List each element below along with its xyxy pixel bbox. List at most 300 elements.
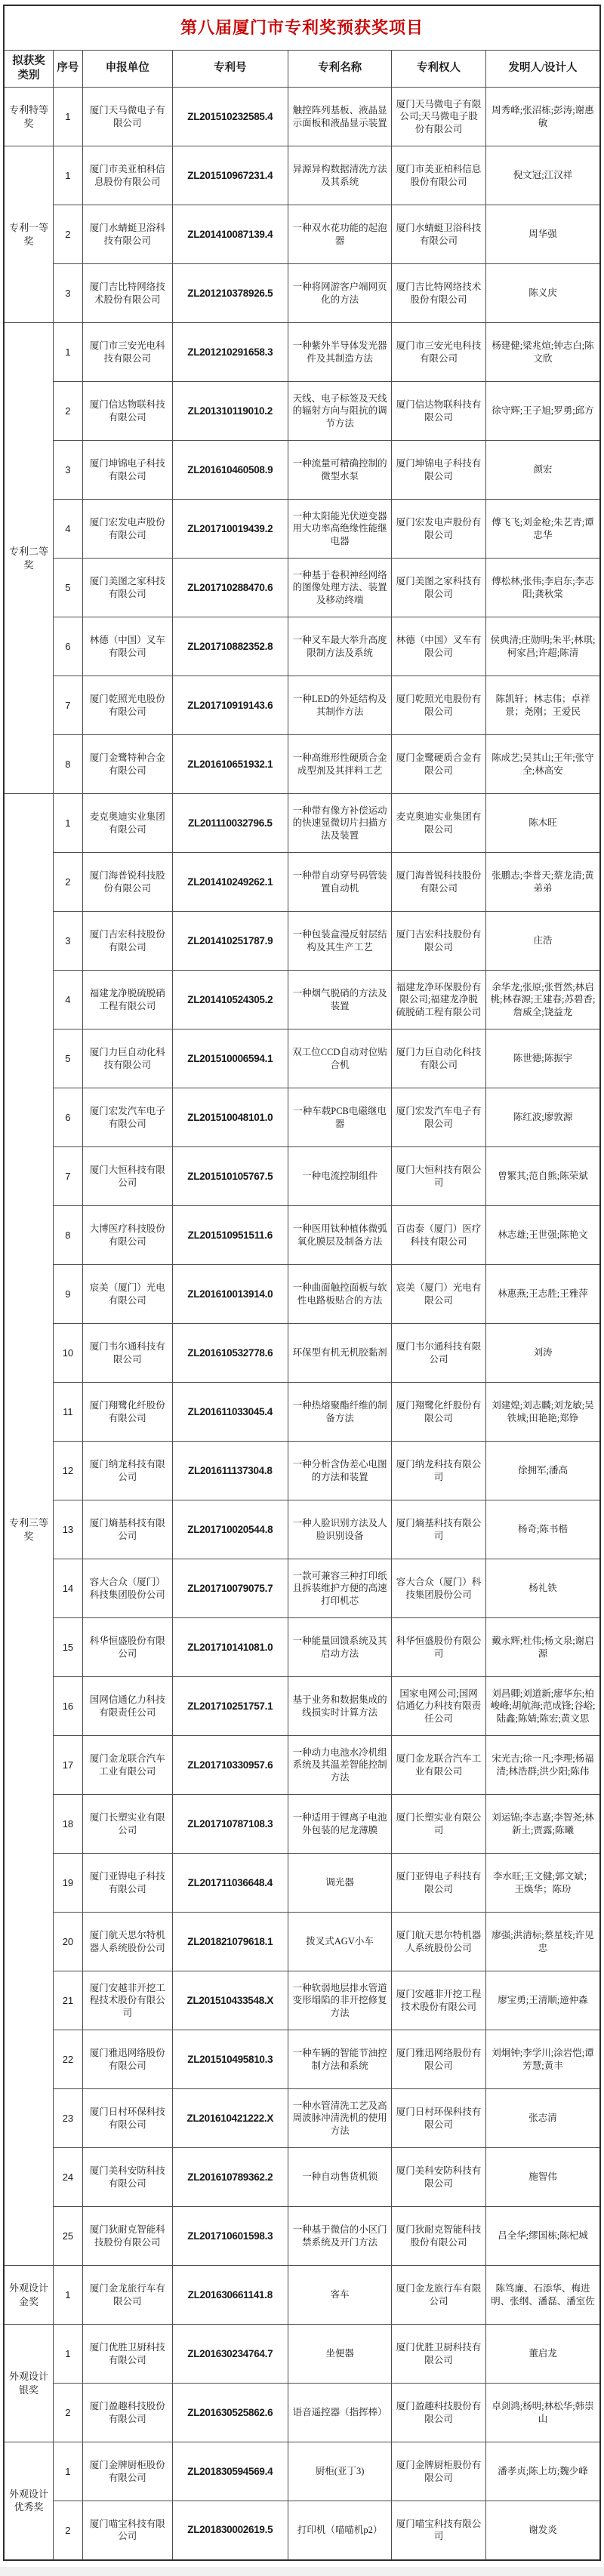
- inventors-cell: 张鹏志;李普天;蔡龙清;黄弟弟: [485, 853, 600, 912]
- table-row: [4, 735, 600, 794]
- column-header-applicant: 申报单位: [82, 51, 172, 88]
- applicant-cell: 厦门市美亚柏科信息股份有限公司: [82, 146, 172, 205]
- serial-cell: 3: [53, 912, 82, 971]
- inventors-cell: 刘建煌;刘志麟;刘龙敏;吴铁城;田艳艳;郑铮: [485, 1383, 600, 1442]
- serial-cell: 5: [53, 559, 82, 617]
- patent-number-cell: ZL201710919143.6: [172, 676, 288, 735]
- patentee-cell: 福建龙净环保股份有限公司;福建龙净脱硫脱硝工程有限公司: [392, 971, 486, 1029]
- patent-number-cell: ZL201610421222.X: [172, 2089, 288, 2148]
- patentee-cell: 厦门大恒科技有限公司: [392, 1147, 486, 1206]
- table-row: [4, 1088, 600, 1147]
- inventors-cell: 廖强;洪清标;蔡星枝;许见忠: [485, 1913, 600, 1971]
- patent-name-cell: 一种适用于锂离子电池外包装的尼龙薄膜: [288, 1795, 392, 1854]
- table-row: [4, 1559, 600, 1618]
- inventors-cell: 庄浩: [485, 912, 600, 971]
- inventors-cell: 廖宝勇;王清顺;遆仲森: [485, 1971, 600, 2030]
- table-row: [4, 382, 600, 441]
- table-row: [4, 1383, 600, 1442]
- inventors-cell: 徐拥军;潘高: [485, 1442, 600, 1500]
- patent-name-cell: 一种高维形性硬质合金成型剂及其拌料工艺: [288, 735, 392, 794]
- patent-number-cell: ZL201510048101.0: [172, 1088, 288, 1147]
- patent-name-cell: 一种车辆的智能节油控制方法和系统: [288, 2030, 392, 2089]
- applicant-cell: 厦门美图之家科技有限公司: [82, 559, 172, 617]
- patent-name-cell: 一种双水花功能的起泡器: [288, 205, 392, 264]
- table-row: [4, 1147, 600, 1206]
- table-row: [4, 1795, 600, 1854]
- title-row: [4, 5, 600, 51]
- patent-name-cell: 一种动力电池水冷机组系统及其温差智能控制方法: [288, 1736, 392, 1795]
- patent-number-cell: ZL201410251787.9: [172, 912, 288, 971]
- serial-cell: 22: [53, 2030, 82, 2089]
- patentee-cell: 厦门熵基科技有限公司: [392, 1500, 486, 1559]
- patent-name-cell: 异源异构数据清洗方法及其系统: [288, 146, 392, 205]
- award-table-body: [4, 88, 600, 2560]
- table-row: [4, 1206, 600, 1265]
- table-row: [4, 1677, 600, 1736]
- serial-cell: 4: [53, 500, 82, 559]
- table-row: [4, 1618, 600, 1677]
- patent-number-cell: ZL201510495810.3: [172, 2030, 288, 2089]
- inventors-cell: 陈凯轩；林志伟；卓祥景；尧刚；王爱民: [485, 676, 600, 735]
- serial-cell: 2: [53, 2501, 82, 2560]
- table-row: [4, 323, 600, 382]
- serial-cell: 1: [53, 146, 82, 205]
- patent-number-cell: ZL201510433548.X: [172, 1971, 288, 2030]
- serial-cell: 23: [53, 2089, 82, 2148]
- patent-name-cell: 一种带自动穿号码管装置自动机: [288, 853, 392, 912]
- serial-cell: 8: [53, 1206, 82, 1265]
- table-row: [4, 1324, 600, 1383]
- patentee-cell: 厦门信达物联科技有限公司: [392, 382, 486, 441]
- inventors-cell: 颜宏: [485, 441, 600, 500]
- table-row: [4, 2501, 600, 2560]
- table-row: [4, 1913, 600, 1971]
- serial-cell: 11: [53, 1383, 82, 1442]
- inventors-cell: 陈义庆: [485, 264, 600, 323]
- table-row: [4, 2384, 600, 2442]
- category-cell: 专利三等奖: [4, 794, 53, 2266]
- patent-number-cell: ZL201510105767.5: [172, 1147, 288, 1206]
- table-row: [4, 205, 600, 264]
- serial-cell: 7: [53, 1147, 82, 1206]
- column-header-patentee: 专利权人: [392, 51, 486, 88]
- table-row: [4, 794, 600, 853]
- applicant-cell: 国网信通亿力科技有限责任公司: [82, 1677, 172, 1736]
- patent-number-cell: ZL201510232585.4: [172, 88, 288, 146]
- patent-number-cell: ZL201510006594.1: [172, 1029, 288, 1088]
- inventors-cell: 刘运锦;李志嘉;李智尧;林新土;贾露;陈曦: [485, 1795, 600, 1854]
- table-row: [4, 2266, 600, 2325]
- header-row: [4, 51, 600, 88]
- patentee-cell: 厦门韦尔通科技有限公司: [392, 1324, 486, 1383]
- applicant-cell: 宸美（厦门）光电有限公司: [82, 1265, 172, 1324]
- serial-cell: 1: [53, 2442, 82, 2501]
- applicant-cell: 厦门航天思尔特机器人系统股份公司: [82, 1913, 172, 1971]
- applicant-cell: 厦门宏发汽车电子有限公司: [82, 1088, 172, 1147]
- patent-name-cell: 一种人脸识别方法及人脸识别设备: [288, 1500, 392, 1559]
- patentee-cell: 厦门航天思尔特机器人系统股份公司: [392, 1913, 486, 1971]
- patentee-cell: 宸美（厦门）光电有限公司: [392, 1265, 486, 1324]
- table-row: [4, 676, 600, 735]
- patent-number-cell: ZL201710601598.3: [172, 2207, 288, 2266]
- inventors-cell: 徐守辉;王子旭;罗勇;邱方: [485, 382, 600, 441]
- table-row: [4, 264, 600, 323]
- table-row: [4, 617, 600, 676]
- column-header-patent-no: 专利号: [172, 51, 288, 88]
- serial-cell: 17: [53, 1736, 82, 1795]
- patent-name-cell: 厨柜(亚丁3): [288, 2442, 392, 2501]
- table-row: [4, 1500, 600, 1559]
- applicant-cell: 厦门安越非开挖工程技术股份有限公司: [82, 1971, 172, 2030]
- patent-number-cell: ZL201710787108.3: [172, 1795, 288, 1854]
- patentee-cell: 厦门宏发电声股份有限公司: [392, 500, 486, 559]
- patent-name-cell: 基于业务和数据集成的线损实时计算方法: [288, 1677, 392, 1736]
- patentee-cell: 厦门雅迅网络股份有限公司: [392, 2030, 486, 2089]
- inventors-cell: 陈笃廉、石添华、梅进明、张纲、潘磊、潘室佐: [485, 2266, 600, 2325]
- patentee-cell: 厦门狄耐克智能科技股份有限公司: [392, 2207, 486, 2266]
- applicant-cell: 厦门乾照光电股份有限公司: [82, 676, 172, 735]
- patent-number-cell: ZL201711036648.4: [172, 1854, 288, 1913]
- serial-cell: 2: [53, 205, 82, 264]
- inventors-cell: 傅松林;张伟;李启东;李志阳;龚秋棠: [485, 559, 600, 617]
- patent-number-cell: ZL201210378926.5: [172, 264, 288, 323]
- patent-number-cell: ZL201710141081.0: [172, 1618, 288, 1677]
- patent-name-cell: 一种将网游客户端网页化的方法: [288, 264, 392, 323]
- patent-number-cell: ZL201611137304.8: [172, 1442, 288, 1500]
- table-row: [4, 2442, 600, 2501]
- category-cell: 专利一等奖: [4, 146, 53, 323]
- table-row: [4, 912, 600, 971]
- inventors-cell: 杨礼铁: [485, 1559, 600, 1618]
- patentee-cell: 厦门美图之家科技有限公司: [392, 559, 486, 617]
- patent-number-cell: ZL201610013914.0: [172, 1265, 288, 1324]
- inventors-cell: 杨奇;陈书楷: [485, 1500, 600, 1559]
- table-row: [4, 1971, 600, 2030]
- patentee-cell: 麦克奥迪实业集团有限公司: [392, 794, 486, 853]
- applicant-cell: 厦门优胜卫厨科技有限公司: [82, 2325, 172, 2384]
- patentee-cell: 科华恒盛股份有限公司: [392, 1618, 486, 1677]
- applicant-cell: 厦门信达物联科技有限公司: [82, 382, 172, 441]
- patent-name-cell: 一种叉车最大举升高度限制方法及系统: [288, 617, 392, 676]
- patentee-cell: 厦门宏发汽车电子有限公司: [392, 1088, 486, 1147]
- patent-name-cell: 坐便器: [288, 2325, 392, 2384]
- applicant-cell: 麦克奥迪实业集团有限公司: [82, 794, 172, 853]
- applicant-cell: 厦门纳龙科技有限公司: [82, 1442, 172, 1500]
- applicant-cell: 厦门长塑实业有限公司: [82, 1795, 172, 1854]
- table-row: [4, 2089, 600, 2148]
- table-row: [4, 2207, 600, 2266]
- patent-name-cell: 一种水管清洗工艺及高周波脉冲清洗机的使用方法: [288, 2089, 392, 2148]
- patent-number-cell: ZL201710288470.6: [172, 559, 288, 617]
- patentee-cell: 厦门金牌厨柜股份有限公司: [392, 2442, 486, 2501]
- applicant-cell: 厦门日村环保科技有限公司: [82, 2089, 172, 2148]
- inventors-cell: 戴永辉;杜伟;杨文泉;谢启源: [485, 1618, 600, 1677]
- patentee-cell: 林德（中国）叉车有限公司: [392, 617, 486, 676]
- patent-name-cell: 一种带有像方补偿运动的快速显微切片扫描方法及装置: [288, 794, 392, 853]
- patent-name-cell: 一种包装盒漫反射层结构及其生产工艺: [288, 912, 392, 971]
- patent-name-cell: 一种分析含伪差心电图的方法和装置: [288, 1442, 392, 1500]
- inventors-cell: 刘涛: [485, 1324, 600, 1383]
- applicant-cell: 厦门天马微电子有限公司: [82, 88, 172, 146]
- applicant-cell: 厦门金龙旅行车有限公司: [82, 2266, 172, 2325]
- patent-number-cell: ZL201310119010.2: [172, 382, 288, 441]
- patentee-cell: 厦门纳龙科技有限公司: [392, 1442, 486, 1500]
- inventors-cell: 宋光吉;徐一凡;李理;杨福清;林浩群;洪少阳;陈伟: [485, 1736, 600, 1795]
- table-row: [4, 2030, 600, 2089]
- inventors-cell: 余华龙;张原;张哲然;林启桃;林春源;王建春;苏碧香;詹威全;饶益龙: [485, 971, 600, 1029]
- patent-number-cell: ZL201821079618.1: [172, 1913, 288, 1971]
- inventors-cell: 傅飞飞;刘金枪;朱艺青;谭忠华: [485, 500, 600, 559]
- patentee-cell: 国家电网公司;国网信通亿力科技有限责任公司: [392, 1677, 486, 1736]
- inventors-cell: 周秀峰;张沼栋;彭涛;谢惠敏: [485, 88, 600, 146]
- table-row: [4, 500, 600, 559]
- applicant-cell: 厦门盈趣科技股份有限公司: [82, 2384, 172, 2442]
- serial-cell: 3: [53, 264, 82, 323]
- patentee-cell: 厦门日村环保科技有限公司: [392, 2089, 486, 2148]
- category-cell: 专利特等奖: [4, 88, 53, 146]
- patent-name-cell: 一种烟气脱硝的方法及装置: [288, 971, 392, 1029]
- award-table: [3, 5, 601, 2561]
- patent-number-cell: ZL201510967231.4: [172, 146, 288, 205]
- serial-cell: 20: [53, 1913, 82, 1971]
- patent-number-cell: ZL201610532778.6: [172, 1324, 288, 1383]
- patentee-cell: 百齿泰（厦门）医疗科技有限公司: [392, 1206, 486, 1265]
- serial-cell: 14: [53, 1559, 82, 1618]
- patent-name-cell: 一种流量可精确控制的微型水泵: [288, 441, 392, 500]
- patent-name-cell: 一种LED的外延结构及其制作方法: [288, 676, 392, 735]
- patent-name-cell: 一款可兼容三种打印纸且拆装维护方便的高速打印机芯: [288, 1559, 392, 1618]
- inventors-cell: 董启龙: [485, 2325, 600, 2384]
- serial-cell: 1: [53, 2266, 82, 2325]
- table-row: [4, 88, 600, 146]
- inventors-cell: 曾繁其;范自熊;陈荣斌: [485, 1147, 600, 1206]
- table-row: [4, 1265, 600, 1324]
- patent-number-cell: ZL201710882352.8: [172, 617, 288, 676]
- serial-cell: 16: [53, 1677, 82, 1736]
- patent-number-cell: ZL201410249262.1: [172, 853, 288, 912]
- column-header-serial: 序号: [53, 51, 82, 88]
- patentee-cell: 厦门吉宏科技股份有限公司: [392, 912, 486, 971]
- applicant-cell: 厦门熵基科技有限公司: [82, 1500, 172, 1559]
- applicant-cell: 福建龙净脱硫脱硝工程有限公司: [82, 971, 172, 1029]
- applicant-cell: 厦门水蜻蜓卫浴科技有限公司: [82, 205, 172, 264]
- patent-number-cell: ZL201710330957.6: [172, 1736, 288, 1795]
- patentee-cell: 厦门坤锦电子科技有限公司: [392, 441, 486, 500]
- serial-cell: 1: [53, 323, 82, 382]
- applicant-cell: 厦门吉比特网络技术股份有限公司: [82, 264, 172, 323]
- patent-name-cell: 一种太阳能光伏逆变器用大功率高绝缘性能继电器: [288, 500, 392, 559]
- inventors-cell: 谢发炎: [485, 2501, 600, 2560]
- patent-number-cell: ZL201410524305.2: [172, 971, 288, 1029]
- category-cell: 专利二等奖: [4, 323, 53, 794]
- patent-name-cell: 一种自动售货机锁: [288, 2148, 392, 2207]
- patentee-cell: 厦门亚锝电子科技有限公司: [392, 1854, 486, 1913]
- applicant-cell: 厦门喵宝科技有限公司: [82, 2501, 172, 2560]
- patentee-cell: 厦门海普锐科技股份有限公司: [392, 853, 486, 912]
- patentee-cell: 厦门金龙旅行车有限公司: [392, 2266, 486, 2325]
- table-row: [4, 2325, 600, 2384]
- applicant-cell: 厦门海普锐科技股份有限公司: [82, 853, 172, 912]
- patent-name-cell: 一种软弱地层排水管道变形塌陷的非开挖修复方法: [288, 1971, 392, 2030]
- serial-cell: 2: [53, 853, 82, 912]
- serial-cell: 1: [53, 2325, 82, 2384]
- patent-name-cell: 语音遥控器（指挥棒）: [288, 2384, 392, 2442]
- patentee-cell: 厦门乾照光电股份有限公司: [392, 676, 486, 735]
- serial-cell: 18: [53, 1795, 82, 1854]
- category-cell: 外观设计优秀奖: [4, 2442, 53, 2560]
- inventors-cell: 陈红波;廖敦源: [485, 1088, 600, 1147]
- applicant-cell: 厦门美科安防科技有限公司: [82, 2148, 172, 2207]
- applicant-cell: 科华恒盛股份有限公司: [82, 1618, 172, 1677]
- patent-name-cell: 环保型有机无机胶黏剂: [288, 1324, 392, 1383]
- patent-name-cell: 一种紫外半导体发光器件及其制造方法: [288, 323, 392, 382]
- applicant-cell: 厦门韦尔通科技有限公司: [82, 1324, 172, 1383]
- patent-number-cell: ZL201611033045.4: [172, 1383, 288, 1442]
- patent-number-cell: ZL201630661141.8: [172, 2266, 288, 2325]
- patent-name-cell: 一种医用钛种植体微弧氧化膜层及制备方法: [288, 1206, 392, 1265]
- inventors-cell: 张志清: [485, 2089, 600, 2148]
- table-row: [4, 1736, 600, 1795]
- patentee-cell: 厦门水蜻蜓卫浴科技有限公司: [392, 205, 486, 264]
- serial-cell: 1: [53, 794, 82, 853]
- serial-cell: 13: [53, 1500, 82, 1559]
- patentee-cell: 厦门盈趣科技股份有限公司: [392, 2384, 486, 2442]
- patentee-cell: 厦门金鹭硬质合金有限公司: [392, 735, 486, 794]
- table-row: [4, 146, 600, 205]
- inventors-cell: 杨建健;梁兆煊;钟志白;陈文欣: [485, 323, 600, 382]
- column-header-category: 拟获奖类别: [4, 51, 53, 88]
- patent-name-cell: 一种车载PCB电磁继电器: [288, 1088, 392, 1147]
- table-row: [4, 441, 600, 500]
- patentee-cell: 厦门安越非开挖工程技术股份有限公司: [392, 1971, 486, 2030]
- applicant-cell: 厦门雅迅网络股份有限公司: [82, 2030, 172, 2089]
- serial-cell: 25: [53, 2207, 82, 2266]
- patent-name-cell: 一种基于卷积神经网络的图像处理方法、装置及移动终端: [288, 559, 392, 617]
- inventors-cell: 周华强: [485, 205, 600, 264]
- applicant-cell: 厦门狄耐克智能科技股份有限公司: [82, 2207, 172, 2266]
- serial-cell: 10: [53, 1324, 82, 1383]
- inventors-cell: 林惠燕;王志胜;王雅萍: [485, 1265, 600, 1324]
- applicant-cell: 厦门坤锦电子科技有限公司: [82, 441, 172, 500]
- column-header-inventors: 发明人/设计人: [485, 51, 600, 88]
- applicant-cell: 厦门吉宏科技股份有限公司: [82, 912, 172, 971]
- applicant-cell: 厦门金龙联合汽车工业有限公司: [82, 1736, 172, 1795]
- patentee-cell: 厦门金龙联合汽车工业有限公司: [392, 1736, 486, 1795]
- patentee-cell: 厦门长塑实业有限公司: [392, 1795, 486, 1854]
- applicant-cell: 容大合众（厦门）科技集团股份公司: [82, 1559, 172, 1618]
- patent-name-cell: 触控阵列基板、液晶显示面板和液晶显示装置: [288, 88, 392, 146]
- table-row: [4, 1854, 600, 1913]
- patent-number-cell: ZL201710019439.2: [172, 500, 288, 559]
- inventors-cell: 刘昌卿;刘道新;廖华东;柏峻峰;胡航海;范成锋;谷峪;陆鑫;陈婧;陈宏;黄文思: [485, 1677, 600, 1736]
- table-row: [4, 971, 600, 1029]
- patent-number-cell: ZL201610460508.9: [172, 441, 288, 500]
- serial-cell: 4: [53, 971, 82, 1029]
- patent-name-cell: 天线、电子标签及天线的辐射方向与阻抗的调节方法: [288, 382, 392, 441]
- patentee-cell: 厦门天马微电子有限公司;天马微电子股份有限公司: [392, 88, 486, 146]
- patent-number-cell: ZL201610789362.2: [172, 2148, 288, 2207]
- category-cell: 外观设计金奖: [4, 2266, 53, 2325]
- applicant-cell: 厦门市三安光电科技有限公司: [82, 323, 172, 382]
- patent-number-cell: ZL201210291658.3: [172, 323, 288, 382]
- patentee-cell: 厦门翔鹭化纤股份有限公司: [392, 1383, 486, 1442]
- patentee-cell: 厦门力巨自动化科技有限公司: [392, 1029, 486, 1088]
- patent-name-cell: 一种能量回馈系统及其启动方法: [288, 1618, 392, 1677]
- serial-cell: 1: [53, 88, 82, 146]
- serial-cell: 21: [53, 1971, 82, 2030]
- applicant-cell: 厦门大恒科技有限公司: [82, 1147, 172, 1206]
- patentee-cell: 厦门市三安光电科技有限公司: [392, 323, 486, 382]
- serial-cell: 24: [53, 2148, 82, 2207]
- inventors-cell: 陈世德;陈振宇: [485, 1029, 600, 1088]
- patent-number-cell: ZL201830594569.4: [172, 2442, 288, 2501]
- inventors-cell: 李水旺;王文健;郭文斌；王焕华；陈玢: [485, 1854, 600, 1913]
- serial-cell: 6: [53, 617, 82, 676]
- patent-name-cell: 客车: [288, 2266, 392, 2325]
- table-row: [4, 853, 600, 912]
- serial-cell: 6: [53, 1088, 82, 1147]
- patentee-cell: 厦门优胜卫厨科技有限公司: [392, 2325, 486, 2384]
- applicant-cell: 大博医疗科技股份有限公司: [82, 1206, 172, 1265]
- table-row: [4, 1442, 600, 1500]
- inventors-cell: 林志雄;王世强;陈艳文: [485, 1206, 600, 1265]
- applicant-cell: 厦门金牌厨柜股份有限公司: [82, 2442, 172, 2501]
- inventors-cell: 陈成艺;吴其山;王年;张守全;林高安: [485, 735, 600, 794]
- patent-number-cell: ZL201830002619.5: [172, 2501, 288, 2560]
- applicant-cell: 厦门力巨自动化科技有限公司: [82, 1029, 172, 1088]
- patent-name-cell: 拨叉式AGV小车: [288, 1913, 392, 1971]
- inventors-cell: 侯典清;庄勋明;朱平;林琪;柯家昌;许超;陈清: [485, 617, 600, 676]
- serial-cell: 8: [53, 735, 82, 794]
- applicant-cell: 厦门宏发电声股份有限公司: [82, 500, 172, 559]
- serial-cell: 19: [53, 1854, 82, 1913]
- patentee-cell: 厦门市美亚柏科信息股份有限公司: [392, 146, 486, 205]
- serial-cell: 3: [53, 441, 82, 500]
- patentee-cell: 厦门吉比特网络技术股份有限公司: [392, 264, 486, 323]
- table-row: [4, 559, 600, 617]
- serial-cell: 15: [53, 1618, 82, 1677]
- patent-number-cell: ZL201710251757.1: [172, 1677, 288, 1736]
- inventors-cell: 施智伟: [485, 2148, 600, 2207]
- patentee-cell: 厦门喵宝科技有限公司: [392, 2501, 486, 2560]
- inventors-cell: 陈木旺: [485, 794, 600, 853]
- serial-cell: 9: [53, 1265, 82, 1324]
- patent-name-cell: 双工位CCD自动对位贴合机: [288, 1029, 392, 1088]
- inventors-cell: 刘炯钟;李学川;涂岩恺;谭芳慧;黄丰: [485, 2030, 600, 2089]
- applicant-cell: 林德（中国）叉车有限公司: [82, 617, 172, 676]
- table-row: [4, 1029, 600, 1088]
- inventors-cell: 倪文冠;江汉祥: [485, 146, 600, 205]
- table-row: [4, 2148, 600, 2207]
- patent-name-cell: 一种曲面触控面板与软性电路板贴合的方法: [288, 1265, 392, 1324]
- serial-cell: 2: [53, 2384, 82, 2442]
- patent-number-cell: ZL201610651932.1: [172, 735, 288, 794]
- serial-cell: 12: [53, 1442, 82, 1500]
- patent-name-cell: 一种电流控制组件: [288, 1147, 392, 1206]
- serial-cell: 5: [53, 1029, 82, 1088]
- patent-name-cell: 调光器: [288, 1854, 392, 1913]
- inventors-cell: 吕全华;缪国栋;陈杞城: [485, 2207, 600, 2266]
- inventors-cell: 卓剑鸿;杨明;林松华;韩崇山: [485, 2384, 600, 2442]
- column-header-patent-name: 专利名称: [288, 51, 392, 88]
- category-cell: 外观设计银奖: [4, 2325, 53, 2442]
- patent-number-cell: ZL201410087139.4: [172, 205, 288, 264]
- patent-number-cell: ZL201510951511.6: [172, 1206, 288, 1265]
- serial-cell: 2: [53, 382, 82, 441]
- patentee-cell: 容大合众（厦门）科技集团股份公司: [392, 1559, 486, 1618]
- patent-number-cell: ZL201630525862.6: [172, 2384, 288, 2442]
- applicant-cell: 厦门亚锝电子科技有限公司: [82, 1854, 172, 1913]
